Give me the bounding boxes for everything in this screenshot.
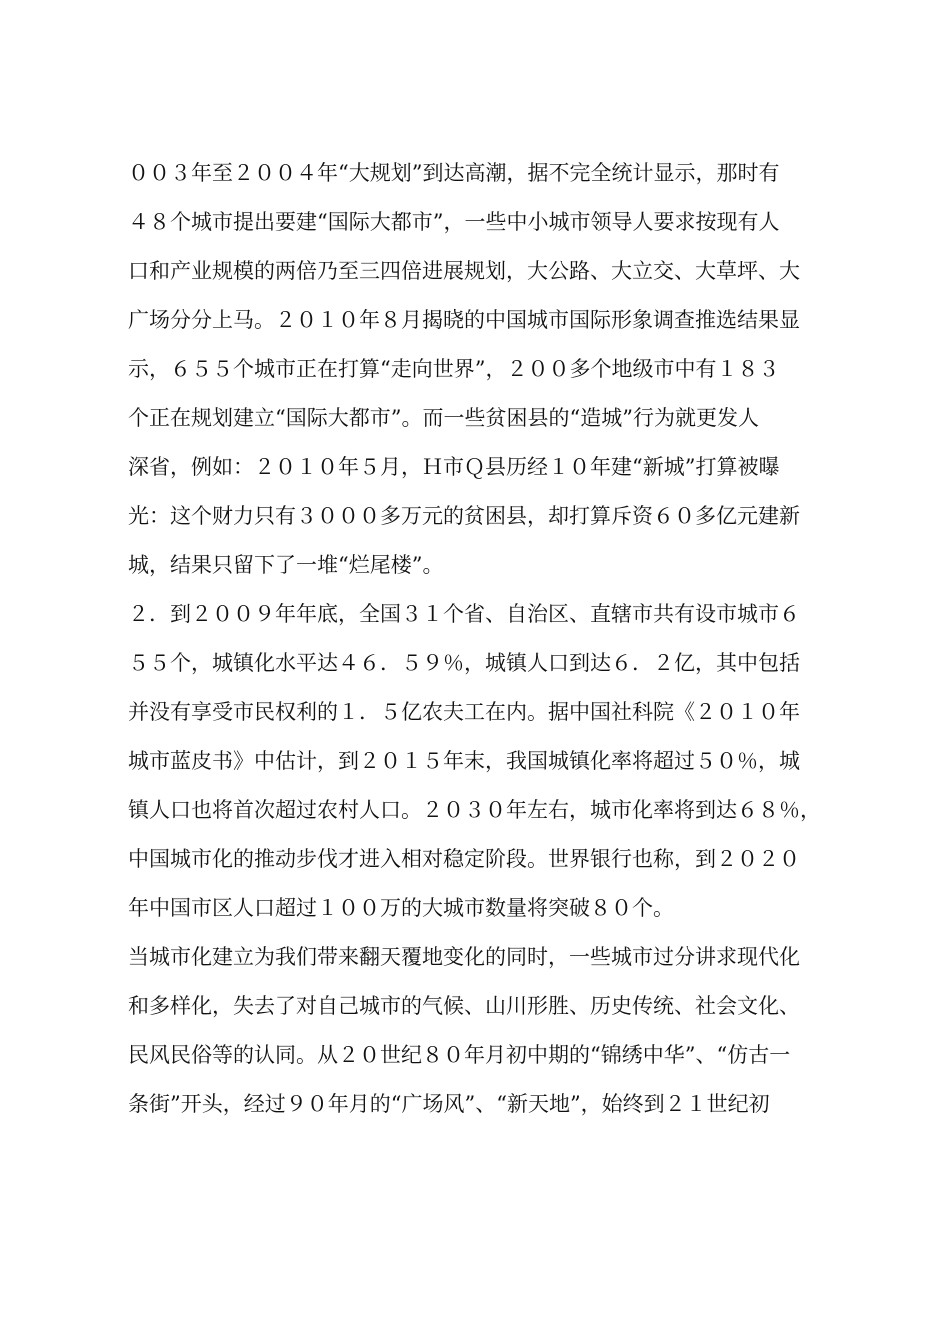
text-line: 城市蓝皮书》中估计，到２０１５年末，我国城镇化率将超过５０％，城: [128, 749, 800, 773]
text-line: ２．到２００９年年底，全国３１个省、自治区、直辖市共有设市城市６: [128, 602, 800, 626]
text-line: ００３年至２００４年“大规划”到达高潮，据不完全统计显示，那时有: [128, 161, 780, 185]
text-line: ５５个，城镇化水平达４６．５９％，城镇人口到达６．２亿，其中包括: [128, 651, 800, 675]
text-line: ４８个城市提出要建“国际大都市”，一些中小城市领导人要求按现有人: [128, 210, 780, 234]
document-body: [128, 149, 848, 1129]
text-line: 口和产业规模的两倍乃至三四倍进展规划，大公路、大立交、大草坪、大: [128, 259, 800, 283]
paragraph: [128, 590, 848, 933]
paragraph: [128, 933, 848, 1129]
text-line: 并没有享受市民权利的１．５亿农夫工在内。据中国社科院《２０１０年: [128, 700, 800, 724]
text-line: 城，结果只留下了一堆“烂尾楼”。: [128, 553, 444, 577]
text-line: 示，６５５个城市正在打算“走向世界”，２００多个地级市中有１８３: [128, 357, 780, 381]
text-line: 深省，例如：２０１０年５月，Ｈ市Ｑ县历经１０年建“新城”打算被曝: [128, 455, 780, 479]
text-line: 镇人口也将首次超过农村人口。２０３０年左右，城市化率将到达６８％，: [128, 798, 821, 822]
text-line: 年中国市区人口超过１００万的大城市数量将突破８０个。: [128, 896, 674, 920]
text-line: 光：这个财力只有３０００多万元的贫困县，却打算斥资６０多亿元建新: [128, 504, 800, 528]
text-line: 中国城市化的推动步伐才进入相对稳定阶段。世界银行也称，到２０２０: [128, 847, 800, 871]
text-line: 和多样化，失去了对自己城市的气候、山川形胜、历史传统、社会文化、: [128, 994, 800, 1018]
text-line: 当城市化建立为我们带来翻天覆地变化的同时，一些城市过分讲求现代化: [128, 945, 800, 969]
text-line: 广场分分上马。２０１０年８月揭晓的中国城市国际形象调查推选结果显: [128, 308, 800, 332]
paragraph: [128, 149, 848, 590]
text-line: 民风民俗等的认同。从２０世纪８０年月初中期的“锦绣中华”、“仿古一: [128, 1043, 791, 1067]
text-line: 条街”开头，经过９０年月的“广场风”、“新天地”，始终到２１世纪初: [128, 1092, 770, 1116]
text-line: 个正在规划建立“国际大都市”。而一些贫困县的“造城”行为就更发人: [128, 406, 759, 430]
